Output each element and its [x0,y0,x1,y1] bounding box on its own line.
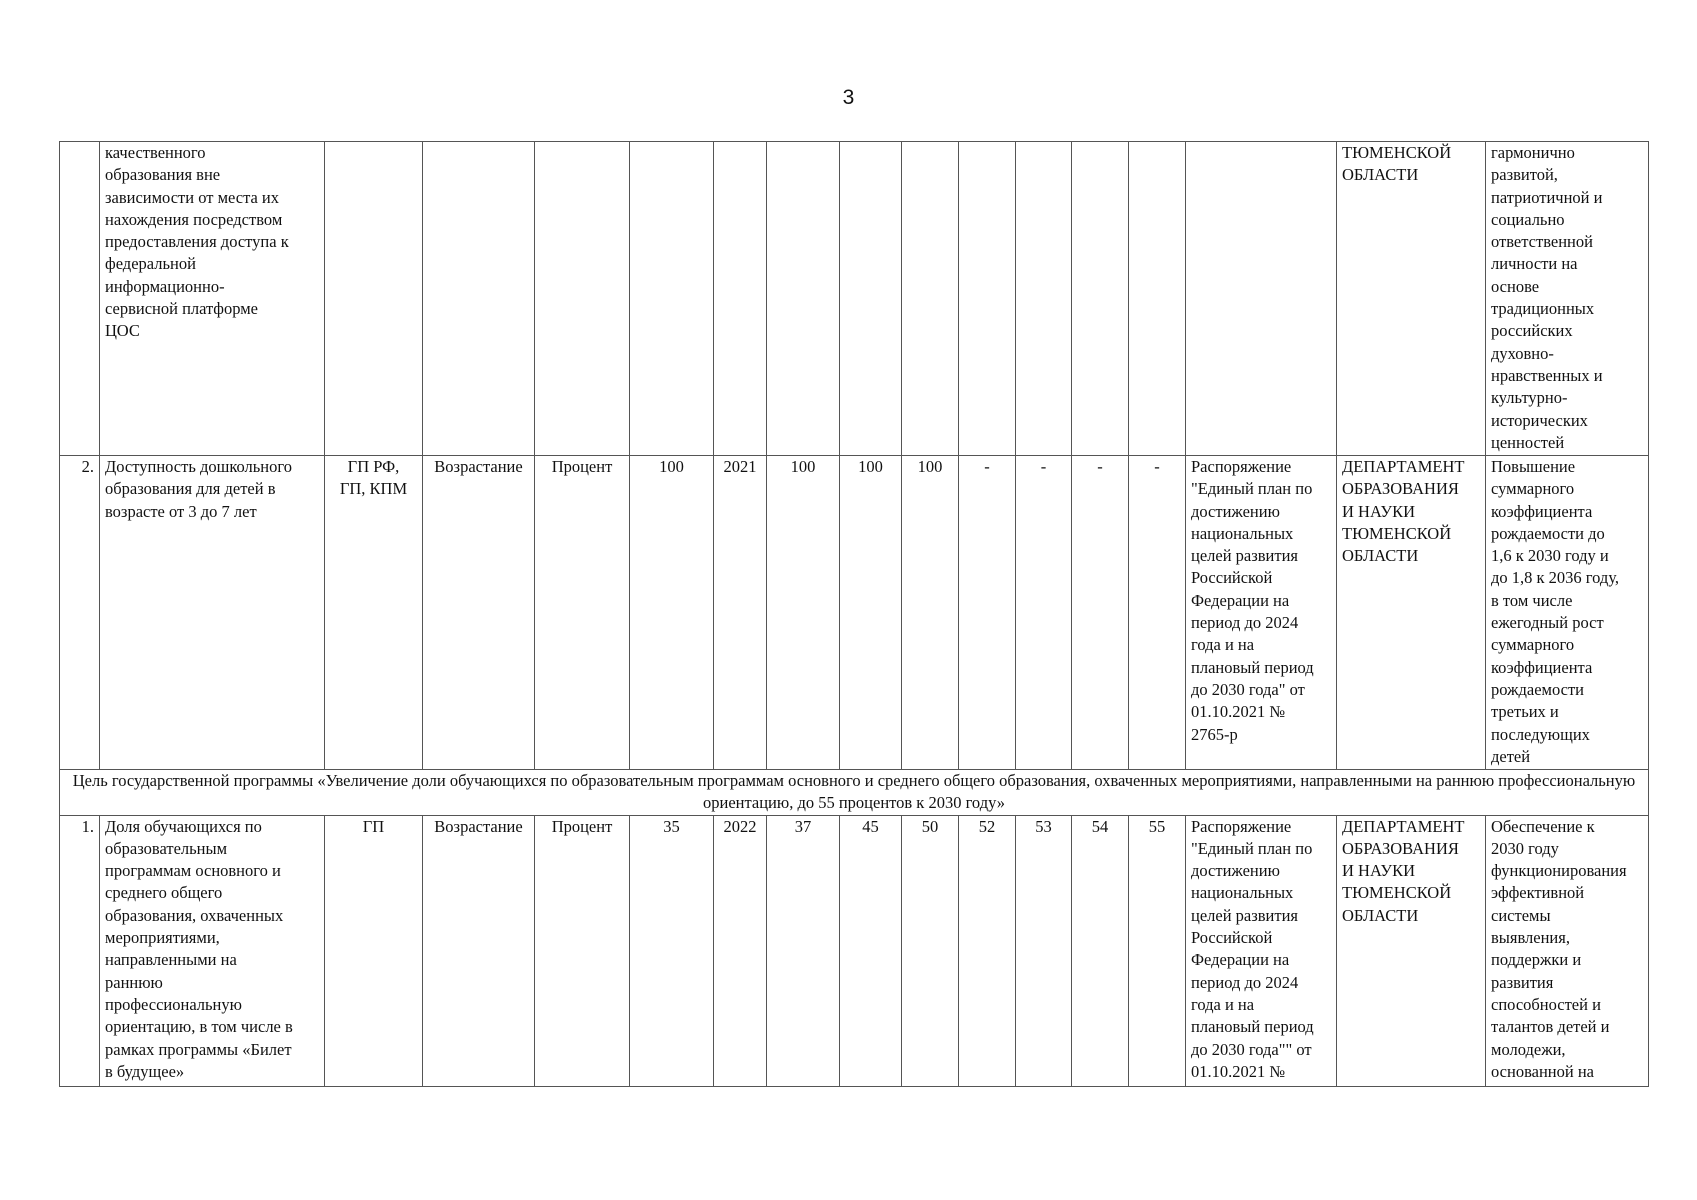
cell-value-7 [1129,142,1186,456]
cell-level: ГП [325,815,423,1086]
page-number: 3 [842,86,855,109]
cell-trend: Возрастание [423,815,535,1086]
cell-value-1: 37 [767,815,840,1086]
cell-document [1186,142,1337,456]
cell-value-6: 54 [1072,815,1129,1086]
cell-goal-link: Повышение суммарного коэффициента рождаемости до 1,6 к 2030 году и до 1,8 к 2036 году, в том числе ежегодный рост суммарного коэффициента рождаемости третьих и последующих детей [1486,456,1649,770]
cell-value-3: 50 [902,815,959,1086]
cell-indicator-name: Доступность дошкольного образования для детей в возрасте от 3 до 7 лет [100,456,325,770]
cell-value-7: 55 [1129,815,1186,1086]
cell-value-3 [902,142,959,456]
cell-unit: Процент [535,815,630,1086]
cell-document: Распоряжение "Единый план по достижению национальных целей развития Российской Федерации на период до 2024 года и на плановый период до 2030 года" от 01.10.2021 № 2765-р [1186,456,1337,770]
cell-base-year [714,142,767,456]
cell-value-5: 53 [1016,815,1072,1086]
cell-value-3: 100 [902,456,959,770]
cell-value-2 [840,142,902,456]
cell-value-1: 100 [767,456,840,770]
table-row-goal [60,770,1649,816]
cell-value-2: 45 [840,815,902,1086]
cell-goal-link: Обеспечение к 2030 году функционирования эффективной системы выявления, поддержки и развития способностей и талантов детей и молодежи, основанной на [1486,815,1649,1086]
cell-base-value: 100 [630,456,714,770]
cell-value-2: 100 [840,456,902,770]
cell-value-6: - [1072,456,1129,770]
cell-base-year: 2022 [714,815,767,1086]
table-row-1 [60,815,1649,1086]
cell-value-4: 52 [959,815,1016,1086]
cell-level [325,142,423,456]
table-row-2 [60,456,1649,770]
cell-value-5: - [1016,456,1072,770]
cell-unit: Процент [535,456,630,770]
cell-document: Распоряжение "Единый план по достижению национальных целей развития Российской Федерации на период до 2024 года и на плановый период до 2030 года"" от 01.10.2021 № [1186,815,1337,1086]
cell-number: 1. [60,815,100,1086]
cell-executor: ДЕПАРТАМЕНТ ОБРАЗОВАНИЯ И НАУКИ ТЮМЕНСКОЙ ОБЛАСТИ [1337,815,1486,1086]
cell-number: 2. [60,456,100,770]
cell-value-6 [1072,142,1129,456]
cell-base-value: 35 [630,815,714,1086]
cell-trend: Возрастание [423,456,535,770]
indicators-table [59,141,1649,1087]
cell-value-4: - [959,456,1016,770]
cell-executor: ТЮМЕНСКОЙ ОБЛАСТИ [1337,142,1486,456]
cell-number [60,142,100,456]
cell-indicator-name: качественного образования вне зависимости от места их нахождения посредством предоставления доступа к федеральной информационно- сервисной платформе ЦОС [100,142,325,456]
cell-value-5 [1016,142,1072,456]
cell-value-1 [767,142,840,456]
cell-executor: ДЕПАРТАМЕНТ ОБРАЗОВАНИЯ И НАУКИ ТЮМЕНСКОЙ ОБЛАСТИ [1337,456,1486,770]
cell-unit [535,142,630,456]
cell-base-value [630,142,714,456]
cell-indicator-name: Доля обучающихся по образовательным программам основного и среднего общего образования, охваченных мероприятиями, направленными на раннюю профессиональную ориентацию, в том числе в рамках программы «Билет в будущее» [100,815,325,1086]
cell-level: ГП РФ, ГП, КПМ [325,456,423,770]
cell-value-7: - [1129,456,1186,770]
cell-base-year: 2021 [714,456,767,770]
cell-goal-link: гармонично развитой, патриотичной и социально ответственной личности на основе традиционных российских духовно- нравственных и культурно- исторических ценностей [1486,142,1649,456]
table-row-continuation [60,142,1649,456]
cell-trend [423,142,535,456]
goal-heading: Цель государственной программы «Увеличение доли обучающихся по образовательным программам основного и среднего общего образования, охваченных мероприятиями, направленными на раннюю профессиональную ориентацию, до 55 процентов к 2030 году» [60,770,1649,816]
cell-value-4 [959,142,1016,456]
